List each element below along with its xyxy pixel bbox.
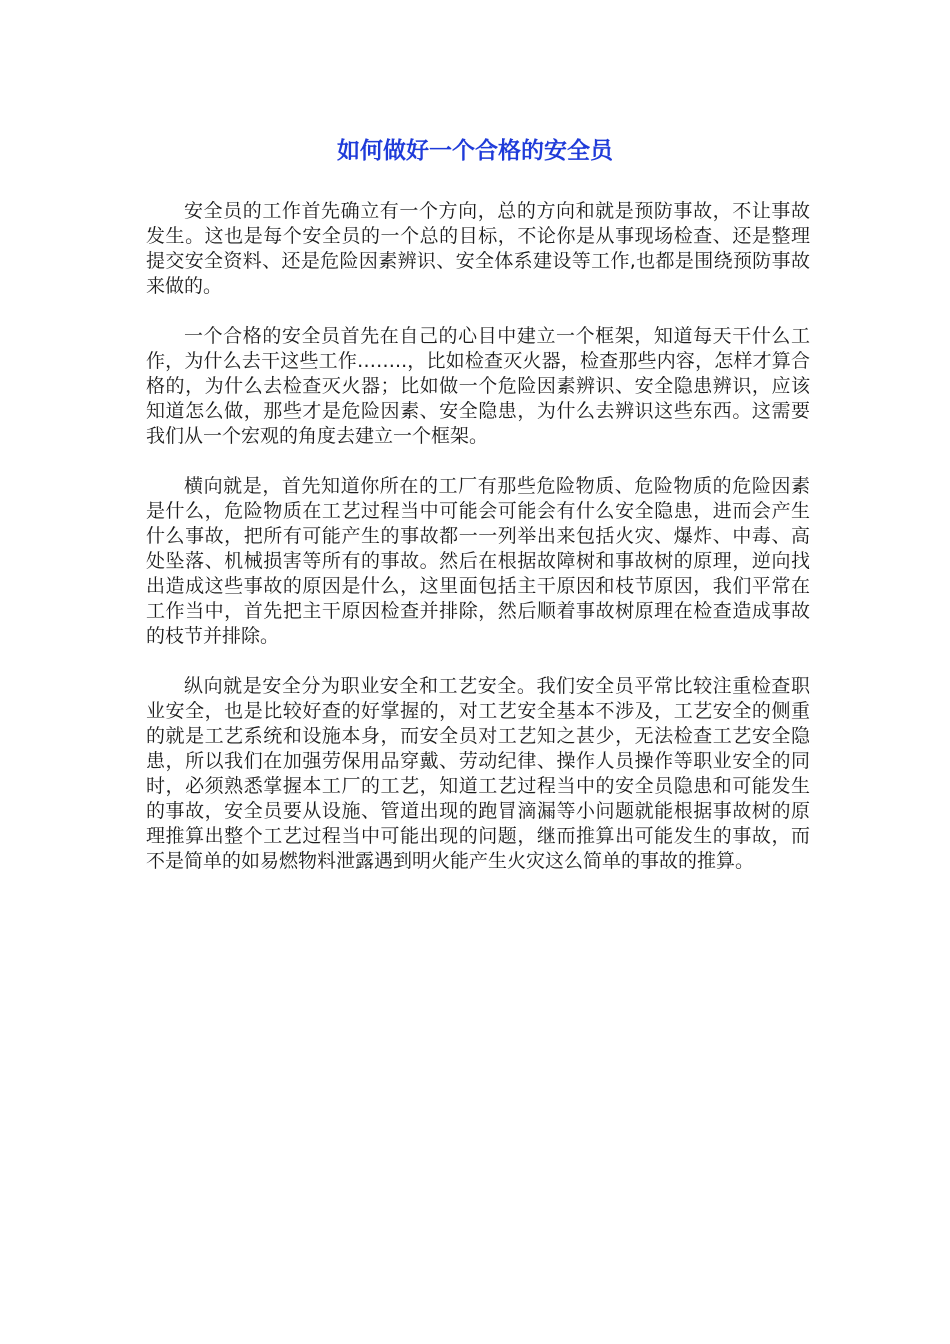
- document-title: 如何做好一个合格的安全员: [337, 138, 613, 164]
- paragraph-vertical: 纵向就是安全分为职业安全和工艺安全。我们安全员平常比较注重检查职业安全，也是比较好查的好掌握的，对工艺安全基本不涉及，工艺安全的侧重的就是工艺系统和设施本身，而安全员对工艺知之甚少，无法检查工艺安全隐患，所以我们在加强劳保用品穿戴、劳动纪律、操作人员操作等职业安全的同时，必须熟悉掌握本工厂的工艺，知道工艺过程当中的安全员隐患和可能发生的事故，安全员要从设施、管道出现的跑冒滴漏等小问题就能根据事故树的原理推算出整个工艺过程当中可能出现的问题，继而推算出可能发生的事故，而不是简单的如易燃物料泄露遇到明火能产生火灾这么简单的事故的推算。: [146, 675, 810, 872]
- document-body: [146, 199, 810, 899]
- paragraph-direction: 安全员的工作首先确立有一个方向，总的方向和就是预防事故，不让事故发生。这也是每个安全员的一个总的目标，不论你是从事现场检查、还是整理提交安全资料、还是危险因素辨识、安全体系建设等工作,也都是围绕预防事故来做的。: [146, 200, 810, 297]
- paragraph-horizontal: 横向就是，首先知道你所在的工厂有那些危险物质、危险物质的危险因素是什么，危险物质在工艺过程当中可能会可能会有什么安全隐患，进而会产生什么事故，把所有可能产生的事故都一一列举出来包括火灾、爆炸、中毒、高处坠落、机械损害等所有的事故。然后在根据故障树和事故树的原理，逆向找出造成这些事故的原因是什么，这里面包括主干原因和枝节原因，我们平常在工作当中，首先把主干原因检查并排除，然后顺着事故树原理在检查造成事故的枝节并排除。: [146, 475, 810, 647]
- paragraph-framework: 一个合格的安全员首先在自己的心目中建立一个框架，知道每天干什么工作，为什么去干这些工作……..，比如检查灭火器，检查那些内容，怎样才算合格的，为什么去检查灭火器；比如做一个危险因素辨识、安全隐患辨识，应该知道怎么做，那些才是危险因素、安全隐患，为什么去辨识这些东西。这需要我们从一个宏观的角度去建立一个框架。: [146, 325, 810, 447]
